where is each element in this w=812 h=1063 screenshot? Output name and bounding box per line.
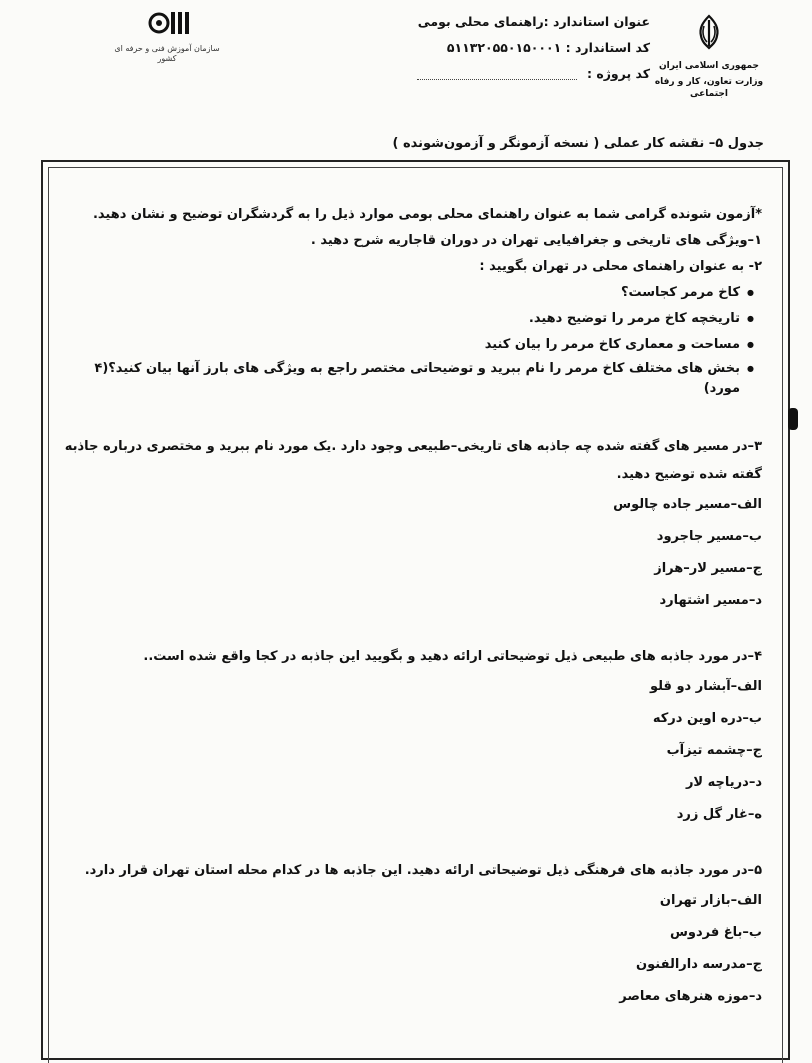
q3-option: ج–مسیر لار–هراز [654, 561, 762, 576]
question-2: ۲- به عنوان راهنمای محلی در تهران بگویید : [479, 259, 762, 274]
iran-emblem-icon [689, 12, 729, 52]
tvto-logo-icon [141, 8, 193, 38]
q4-option: د–دریاچه لار [685, 775, 762, 790]
ministry-header [654, 12, 764, 100]
org-line-1: جمهوری اسلامی ایران [658, 61, 760, 71]
q2-bullet: ● مساحت و معماری کاخ مرمر را بیان کنید [60, 333, 754, 359]
question-5: ۵–در مورد جاذبه های فرهنگی ذیل توضیحاتی ارائه دهید. این جاذبه ها در کدام محله استان تهران قرار دارد. [84, 863, 762, 878]
q2-bullet: ● بخش های مختلف کاخ مرمر را نام ببرید و توضیحاتی مختصر راجع به ویژگی های بارز آنها بیان کنید؟(۴ مورد) [60, 359, 754, 399]
q3-option: الف–مسیر جاده چالوس [613, 497, 762, 512]
standard-code: کد استاندارد : ۵۱۱۳۲۰۵۵۰۱۵۰۰۰۱ [446, 40, 650, 55]
q4-option: ب–دره اوین درکه [652, 711, 762, 726]
question-4: ۴–در مورد جاذبه های طبیعی ذیل توضیحاتی ارائه دهید و بگویید این جاذبه در کجا واقع شده است.. [143, 649, 762, 664]
q5-option: د–موزه هنرهای معاصر [619, 989, 762, 1004]
question-3: ۳–در مسیر های گفته شده چه جاذبه های تاریخی–طبیعی وجود دارد .یک مورد نام ببرید و مختصری درباره جاذبه گفته شده توضیح دهید. [64, 439, 762, 482]
intro-text: *آزمون شونده گرامی شما به عنوان راهنمای محلی بومی موارد ذیل را به گردشگران توضیح و نشان دهید. [92, 207, 762, 222]
project-code-row [230, 64, 650, 90]
q2-bullet: ● کاخ مرمر کجاست؟ [60, 281, 754, 307]
q4-option: ج–چشمه تیزآب [666, 743, 762, 758]
q2-bullet: ● تاریخچه کاخ مرمر را توضیح دهید. [60, 307, 754, 333]
project-code-blank [417, 69, 577, 80]
question-1: ۱–ویژگی های تاریخی و جغرافیایی تهران در دوران قاجاریه شرح دهید . [310, 233, 762, 248]
scan-mark [788, 408, 798, 430]
org-line-2: وزارت تعاون، کار و رفاه اجتماعی [654, 77, 764, 99]
q4-option: الف–آبشار دو قلو [649, 679, 762, 694]
table-title: جدول ۵– نقشه کار عملی ( نسخه آزمونگر و آزمون‌شونده ) [392, 136, 764, 151]
exam-content [60, 205, 762, 1013]
q5-option: الف–بازار تهران [659, 893, 762, 908]
standard-title: عنوان استاندارد :راهنمای محلی بومی [417, 14, 650, 29]
q4-option: ه–غار گل زرد [676, 807, 762, 822]
q3-option: ب–مسیر جاجرود [656, 529, 762, 544]
standard-info [230, 12, 650, 90]
q5-option: ج–مدرسه دارالفنون [636, 957, 762, 972]
tvto-tagline: سازمان آموزش فنی و حرفه ای کشور [114, 44, 220, 63]
q5-option: ب–باغ فردوس [669, 925, 762, 940]
tvto-header [112, 8, 222, 64]
project-code-label: کد پروژه : [586, 66, 650, 81]
q3-option: د–مسیر اشتهارد [659, 593, 762, 608]
